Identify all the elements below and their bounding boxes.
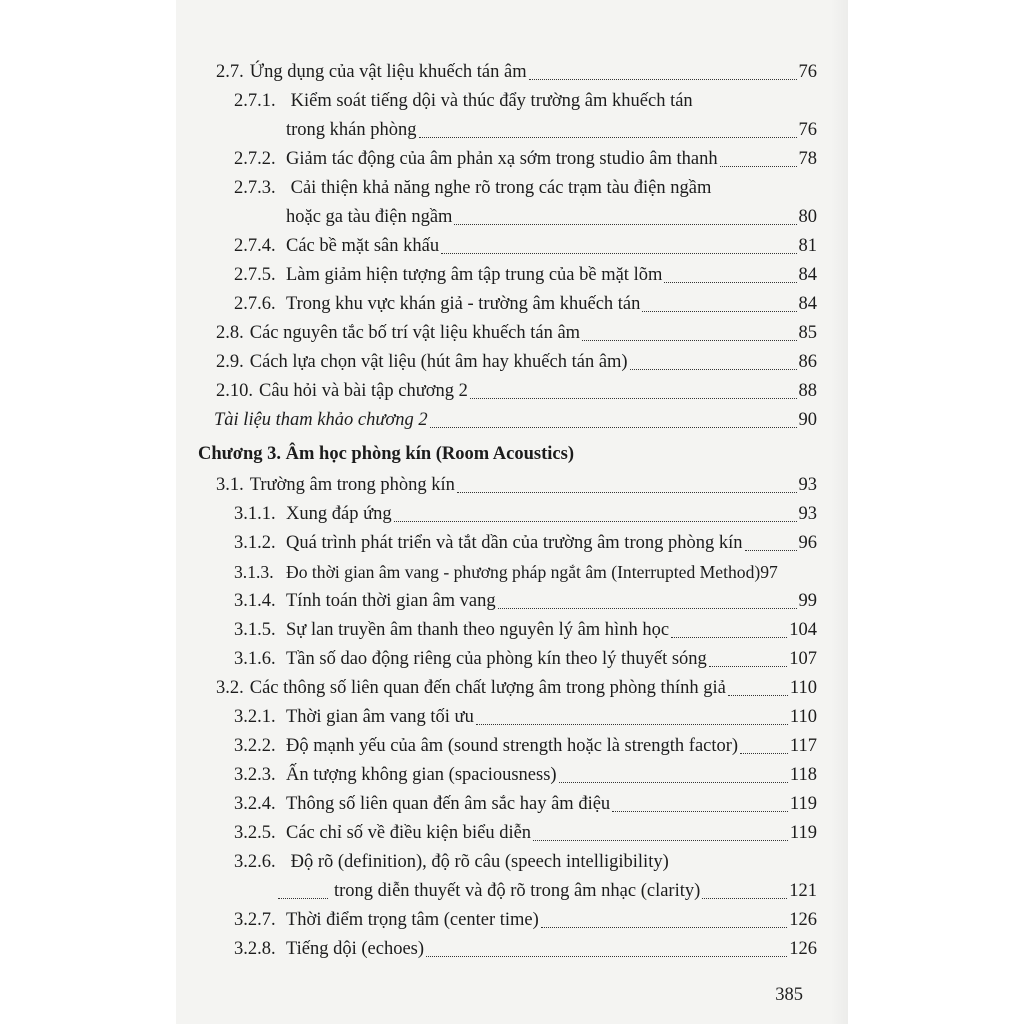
entry-number: 3.1.	[216, 475, 244, 495]
entry-number: 3.2.3.	[234, 765, 276, 785]
leader-dots	[559, 782, 788, 783]
entry-title: Các bề mặt sân khấu	[286, 236, 440, 256]
leader-dots	[529, 79, 797, 80]
entry-number: 2.9.	[216, 352, 244, 372]
toc-entry-3-1	[176, 471, 848, 500]
entry-page: 110	[789, 707, 817, 727]
entry-page: 93	[798, 475, 817, 495]
toc-entry-3-2-1	[176, 703, 848, 732]
entry-title: Câu hỏi và bài tập chương 2	[259, 381, 468, 401]
entry-page: 84	[798, 265, 817, 285]
toc-entry-3-2-3	[176, 761, 848, 790]
toc-entry-3-2-7	[176, 906, 848, 935]
leader-dots	[709, 666, 787, 667]
book-page	[176, 0, 848, 1024]
entry-page: 85	[798, 323, 817, 343]
entry-page: 76	[798, 120, 817, 140]
leader-dots	[426, 956, 787, 957]
toc-entry-3-2-6	[176, 848, 848, 906]
toc-entry-3-2-8	[176, 935, 848, 964]
entry-number: 3.2.4.	[234, 794, 276, 814]
entry-title: Quá trình phát triển và tắt dần của trường âm trong phòng kín	[286, 533, 743, 553]
page-number: 385	[775, 985, 803, 1005]
toc-entry-3-1-3	[176, 558, 848, 587]
entry-number: 3.2.6.	[234, 852, 276, 872]
leader-dots	[394, 521, 797, 522]
toc-entry-3-1-5	[176, 616, 848, 645]
entry-page: 121	[789, 881, 817, 901]
entry-number: 3.2.5.	[234, 823, 276, 843]
entry-title: Các nguyên tắc bố trí vật liệu khuếch tán âm	[249, 323, 581, 343]
entry-number: 3.2.7.	[234, 910, 276, 930]
entry-number: 2.8.	[216, 323, 244, 343]
entry-number: 2.7.4.	[234, 236, 276, 256]
toc-entry-2-7-3	[176, 174, 848, 232]
leader-dots	[541, 927, 787, 928]
leader-dots	[630, 369, 797, 370]
toc-entry-2-7-4	[176, 232, 848, 261]
toc-entry-2-8	[176, 319, 848, 348]
toc-entry-2-7-1	[176, 87, 848, 145]
entry-number: 2.7.3.	[234, 178, 276, 198]
toc-entry-2-7	[176, 58, 848, 87]
entry-number: 2.10.	[216, 381, 253, 401]
leader-dots	[498, 608, 797, 609]
entry-title-line1: Kiểm soát tiếng dội và thúc đẩy trường âm khuếch tán	[290, 91, 693, 111]
toc-entry-3-1-2	[176, 529, 848, 558]
entry-page: 76	[798, 62, 817, 82]
entry-page: 119	[789, 823, 817, 843]
leader-dots	[702, 898, 787, 899]
entry-title: Ấn tượng không gian (spaciousness)	[286, 765, 557, 785]
leader-dots	[419, 137, 797, 138]
entry-page: 80	[798, 207, 817, 227]
leader-dots	[740, 753, 788, 754]
leader-dots	[664, 282, 796, 283]
leader-dots	[457, 492, 797, 493]
leader-dots	[720, 166, 797, 167]
entry-title: Đo thời gian âm vang - phương pháp ngắt âm (Interrupted Method)	[286, 562, 761, 582]
entry-number: 2.7.2.	[234, 149, 276, 169]
entry-title: Trong khu vực khán giả - trường âm khuếch tán	[286, 294, 641, 314]
entry-number: 3.2.2.	[234, 736, 276, 756]
entry-number: 3.1.1.	[234, 504, 276, 524]
entry-title: Thời gian âm vang tối ưu	[286, 707, 474, 727]
entry-title-line2: trong diễn thuyết và độ rõ trong âm nhạc (clarity)	[334, 881, 701, 901]
entry-page: 107	[789, 649, 817, 669]
entry-title: Xung đáp ứng	[286, 504, 392, 524]
entry-number: 3.1.6.	[234, 649, 276, 669]
entry-title-line2: hoặc ga tàu điện ngầm	[286, 207, 453, 227]
entry-page: 88	[798, 381, 817, 401]
entry-title: Tài liệu tham khảo chương 2	[214, 410, 428, 430]
entry-number: 3.1.4.	[234, 591, 276, 611]
entry-title: Trường âm trong phòng kín	[249, 475, 455, 495]
entry-number: 3.2.8.	[234, 939, 276, 959]
toc-entry-3-2-5	[176, 819, 848, 848]
toc-entry-2-10	[176, 377, 848, 406]
entry-number: 3.1.5.	[234, 620, 276, 640]
entry-page: 110	[789, 678, 817, 698]
toc-entry-3-2	[176, 674, 848, 703]
entry-page: 78	[798, 149, 817, 169]
entry-page: 118	[789, 765, 817, 785]
leader-dots	[533, 840, 788, 841]
entry-page: 119	[789, 794, 817, 814]
entry-page: 96	[798, 533, 817, 553]
leader-dots	[671, 637, 787, 638]
entry-title: Thời điểm trọng tâm (center time)	[286, 910, 539, 930]
entry-title: Giảm tác động của âm phản xạ sớm trong studio âm thanh	[286, 149, 718, 169]
leader-dots	[476, 724, 788, 725]
entry-page: 126	[789, 910, 817, 930]
entry-title: Tiếng dội (echoes)	[286, 939, 425, 959]
entry-page: 90	[798, 410, 817, 430]
entry-number: 2.7.5.	[234, 265, 276, 285]
toc-entry-2-7-5	[176, 261, 848, 290]
leader-dots-left	[278, 898, 328, 899]
leader-dots	[430, 427, 797, 428]
entry-title: Tính toán thời gian âm vang	[286, 591, 496, 611]
entry-title: Cách lựa chọn vật liệu (hút âm hay khuếch tán âm)	[249, 352, 628, 372]
toc-entry-2-9	[176, 348, 848, 377]
toc-entry-3-2-4	[176, 790, 848, 819]
entry-page: 104	[789, 620, 817, 640]
entry-page: 97	[760, 562, 778, 582]
entry-title-line2: trong khán phòng	[286, 120, 417, 140]
table-of-contents	[176, 58, 848, 964]
entry-title: Các chỉ số về điều kiện biểu diễn	[286, 823, 532, 843]
entry-number: 3.1.2.	[234, 533, 276, 553]
entry-title: Độ mạnh yếu của âm (sound strength hoặc là strength factor)	[286, 736, 739, 756]
entry-title: Các thông số liên quan đến chất lượng âm trong phòng thính giả	[249, 678, 726, 698]
chapter-heading: Chương 3. Âm học phòng kín (Room Acoustics)	[198, 444, 574, 464]
entry-title: Ứng dụng của vật liệu khuếch tán âm	[249, 62, 527, 82]
entry-title: Tần số dao động riêng của phòng kín theo lý thuyết sóng	[286, 649, 707, 669]
entry-number: 3.1.3.	[234, 562, 274, 582]
leader-dots	[612, 811, 788, 812]
entry-page: 117	[789, 736, 817, 756]
entry-page: 86	[798, 352, 817, 372]
toc-entry-3-1-4	[176, 587, 848, 616]
leader-dots	[454, 224, 796, 225]
leader-dots	[642, 311, 796, 312]
toc-entry-2-7-2	[176, 145, 848, 174]
entry-title: Làm giảm hiện tượng âm tập trung của bề mặt lõm	[286, 265, 663, 285]
entry-page: 126	[789, 939, 817, 959]
entry-title: Sự lan truyền âm thanh theo nguyên lý âm hình học	[286, 620, 670, 640]
entry-page: 84	[798, 294, 817, 314]
toc-entry-3-1-1	[176, 500, 848, 529]
entry-number: 2.7.6.	[234, 294, 276, 314]
toc-entry-3-1-6	[176, 645, 848, 674]
toc-entry-2-7-6	[176, 290, 848, 319]
leader-dots	[441, 253, 796, 254]
entry-number: 3.2.	[216, 678, 244, 698]
entry-title-line1: Độ rõ (definition), độ rõ câu (speech intelligibility)	[290, 852, 669, 872]
entry-page: 81	[798, 236, 817, 256]
leader-dots	[728, 695, 788, 696]
toc-entry-references	[176, 406, 848, 435]
entry-page: 99	[798, 591, 817, 611]
entry-number: 2.7.1.	[234, 91, 276, 111]
entry-page: 93	[798, 504, 817, 524]
entry-number: 3.2.1.	[234, 707, 276, 727]
toc-entry-3-2-2	[176, 732, 848, 761]
entry-number: 2.7.	[216, 62, 244, 82]
leader-dots	[470, 398, 797, 399]
leader-dots	[582, 340, 796, 341]
entry-title: Thông số liên quan đến âm sắc hay âm điệu	[286, 794, 611, 814]
entry-title-line1: Cải thiện khả năng nghe rõ trong các trạm tàu điện ngầm	[290, 178, 712, 198]
leader-dots	[745, 550, 797, 551]
